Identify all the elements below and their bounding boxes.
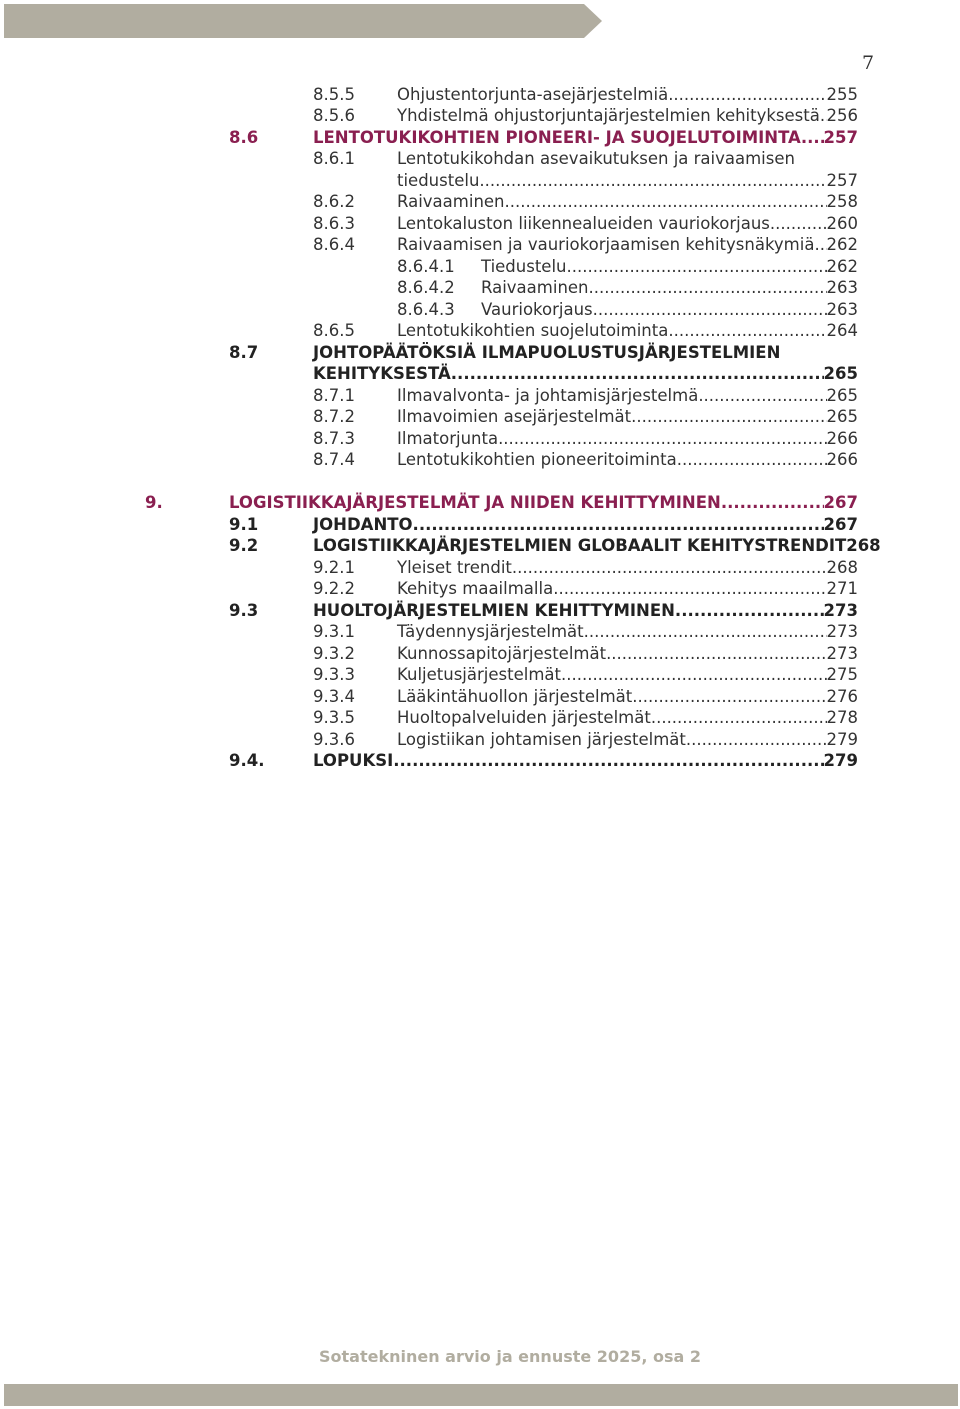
- toc-entry-page: 265: [826, 407, 858, 426]
- toc-entry-title: Vauriokorjaus: [481, 300, 593, 319]
- toc-leader-dots: [770, 213, 827, 235]
- toc-entry-title: Lentokaluston liikennealueiden vauriokorjaus: [397, 214, 770, 233]
- toc-leader-dots: [677, 449, 827, 471]
- toc-leader-dots: [584, 621, 827, 643]
- toc-entry[interactable]: [229, 514, 858, 536]
- toc-entry-number: 9.2: [229, 536, 259, 555]
- toc-leader-dots: [668, 320, 826, 342]
- toc-entry-page: 258: [826, 192, 858, 211]
- toc-entry[interactable]: [229, 342, 858, 364]
- toc-entry-title: Kehitys maailmalla: [397, 579, 554, 598]
- toc-entry-title: Raivaamisen ja vauriokorjaamisen kehitysnäkymiä: [397, 235, 815, 254]
- toc-entry[interactable]: [313, 105, 858, 127]
- toc-entry[interactable]: [397, 299, 858, 321]
- toc-entry-page: 257: [826, 171, 858, 190]
- toc-entry-number: 8.7.4: [313, 450, 355, 469]
- toc-entry-title: Täydennysjärjestelmät: [397, 622, 584, 641]
- toc-leader-dots: [413, 514, 824, 536]
- toc-leader-dots: [651, 707, 827, 729]
- toc-entry-page: 257: [823, 128, 858, 147]
- toc-entry-title: Ilmatorjunta: [397, 429, 499, 448]
- toc-leader-dots: [567, 256, 827, 278]
- toc-leader-dots: [698, 385, 826, 407]
- toc-entry-title: Lentotukikohtien pioneeritoiminta: [397, 450, 677, 469]
- toc-entry-page: 265: [823, 364, 858, 383]
- toc-entry-page: 262: [826, 257, 858, 276]
- toc-leader-dots: [606, 643, 826, 665]
- toc-leader-dots: [451, 363, 824, 385]
- toc-entry-number: 9.3.4: [313, 687, 355, 706]
- toc-leader-dots: [632, 686, 826, 708]
- toc-entry-number: 9.1: [229, 515, 259, 534]
- toc-leader-dots: [721, 492, 824, 514]
- toc-entry-number: 8.7.3: [313, 429, 355, 448]
- toc-entry-number: 9.3.1: [313, 622, 355, 641]
- toc-entry-page: 263: [826, 278, 858, 297]
- toc-entry-title: Lääkintähuollon järjestelmät: [397, 687, 633, 706]
- toc-entry-title: Tiedustelu: [481, 257, 567, 276]
- toc-entry-page: 279: [826, 730, 858, 749]
- toc-entry-number: 9.3.2: [313, 644, 355, 663]
- toc-entry[interactable]: [313, 643, 858, 665]
- page-number: 7: [862, 52, 875, 74]
- toc-entry-page: 273: [823, 601, 858, 620]
- toc-entry-number: 9.2.2: [313, 579, 355, 598]
- toc-entry-title: Lentotukikohdan asevaikutuksen ja raivaamisen: [397, 149, 795, 168]
- toc-entry[interactable]: [313, 578, 858, 600]
- toc-entry-title: LENTOTUKIKOHTIEN PIONEERI- JA SUOJELUTOIMINTA: [313, 128, 801, 147]
- toc-entry-number: 8.6.1: [313, 149, 355, 168]
- toc-entry-page: 273: [826, 622, 858, 641]
- toc-entry[interactable]: [229, 535, 881, 557]
- toc-leader-dots: [631, 406, 826, 428]
- toc-entry[interactable]: [313, 191, 858, 213]
- toc-entry-number: 8.6.4: [313, 235, 355, 254]
- toc-entry[interactable]: [313, 234, 858, 256]
- toc-entry-page: 268: [846, 536, 881, 555]
- toc-leader-dots: [814, 234, 826, 256]
- toc-entry-page: 275: [826, 665, 858, 684]
- toc-leader-dots: [668, 84, 826, 106]
- toc-entry-number: 8.5.6: [313, 106, 355, 125]
- toc-leader-dots: [393, 750, 823, 772]
- toc-entry-number: 9.3.6: [313, 730, 355, 749]
- toc-entry[interactable]: [313, 664, 858, 686]
- toc-entry-title: Raivaaminen: [397, 192, 505, 211]
- toc-entry-page: 262: [826, 235, 858, 254]
- toc-entry-title: Lentotukikohtien suojelutoiminta: [397, 321, 669, 340]
- toc-entry-page: 267: [823, 515, 858, 534]
- toc-entry-number: 8.7.1: [313, 386, 355, 405]
- toc-entry[interactable]: [229, 600, 858, 622]
- toc-entry[interactable]: [313, 84, 858, 106]
- toc-entry-page: 267: [823, 493, 858, 512]
- toc-entry[interactable]: [313, 320, 858, 342]
- toc-entry[interactable]: [313, 621, 858, 643]
- toc-leader-dots: [561, 664, 827, 686]
- toc-leader-dots: [801, 127, 824, 149]
- toc-entry-page: 271: [826, 579, 858, 598]
- toc-entry-title: Yleiset trendit: [397, 558, 512, 577]
- toc-entry-page: 279: [823, 751, 858, 770]
- toc-entry-title: Huoltopalveluiden järjestelmät: [397, 708, 651, 727]
- toc-entry[interactable]: [313, 557, 858, 579]
- footer-bar: [4, 1384, 958, 1406]
- toc-entry-page: 263: [826, 300, 858, 319]
- toc-entry-title: LOGISTIIKKAJÄRJESTELMÄT JA NIIDEN KEHITTYMINEN: [229, 493, 721, 512]
- toc-entry-page: 255: [826, 85, 858, 104]
- toc-entry-title: Raivaaminen: [481, 278, 589, 297]
- toc-entry-number: 8.6.4.1: [397, 257, 455, 276]
- toc-chapter-entry[interactable]: [145, 492, 858, 514]
- toc-entry[interactable]: [313, 428, 858, 450]
- toc-entry-page: 266: [826, 429, 858, 448]
- toc-entry-number: 8.7.2: [313, 407, 355, 426]
- toc-entry-number: 8.7: [229, 343, 259, 362]
- toc-leader-dots: [479, 170, 826, 192]
- toc-entry[interactable]: [313, 148, 858, 170]
- toc-entry-page: 265: [826, 386, 858, 405]
- toc-entry-page: 268: [826, 558, 858, 577]
- toc-entry-page: 273: [826, 644, 858, 663]
- toc-entry[interactable]: [313, 686, 858, 708]
- toc-entry-page: 278: [826, 708, 858, 727]
- toc-leader-dots: [675, 600, 824, 622]
- toc-entry-number: 9.: [145, 493, 163, 512]
- toc-entry-page: 256: [826, 106, 858, 125]
- toc-entry[interactable]: [313, 385, 858, 407]
- toc-entry-title: tiedustelu: [397, 171, 480, 190]
- toc-entry-number: 9.4.: [229, 751, 265, 770]
- toc-leader-dots: [512, 557, 827, 579]
- toc-entry-title: Ilmavalvonta- ja johtamisjärjestelmä: [397, 386, 699, 405]
- toc-entry[interactable]: [229, 127, 858, 149]
- toc-entry-title: JOHTOPÄÄTÖKSIÄ ILMAPUOLUSTUSJÄRJESTELMIEN: [313, 343, 781, 362]
- toc-entry[interactable]: [397, 277, 858, 299]
- toc-leader-dots: [820, 105, 827, 127]
- toc-entry-continuation[interactable]: [313, 363, 858, 385]
- toc-entry[interactable]: [313, 449, 858, 471]
- toc-entry-number: 9.3.5: [313, 708, 355, 727]
- toc-entry-title: Kuljetusjärjestelmät: [397, 665, 561, 684]
- toc-leader-dots: [593, 299, 827, 321]
- toc-leader-dots: [686, 729, 827, 751]
- toc-entry-title: JOHDANTO: [313, 515, 413, 534]
- toc-entry-number: 8.5.5: [313, 85, 355, 104]
- toc-entry[interactable]: [313, 729, 858, 751]
- toc-entry[interactable]: [397, 256, 858, 278]
- toc-entry-title: Yhdistelmä ohjustorjuntajärjestelmien kehityksestä: [397, 106, 820, 125]
- toc-entry-title: HUOLTOJÄRJESTELMIEN KEHITTYMINEN: [313, 601, 675, 620]
- toc-entry-number: 9.3: [229, 601, 259, 620]
- toc-entry-number: 8.6.3: [313, 214, 355, 233]
- toc-entry-number: 8.6.2: [313, 192, 355, 211]
- toc-entry-number: 9.3.3: [313, 665, 355, 684]
- toc-entry-number: 8.6: [229, 128, 259, 147]
- toc-leader-dots: [553, 578, 826, 600]
- header-bar: [4, 4, 602, 38]
- toc-entry[interactable]: [313, 406, 858, 428]
- toc-entry-title: LOGISTIIKKAJÄRJESTELMIEN GLOBAALIT KEHITYSTRENDIT: [313, 536, 847, 555]
- toc-entry-title: Ohjustentorjunta-asejärjestelmiä: [397, 85, 669, 104]
- toc-entry-page: 264: [826, 321, 858, 340]
- toc-leader-dots: [505, 191, 827, 213]
- toc-entry[interactable]: [313, 707, 858, 729]
- toc-entry-number: 8.6.4.3: [397, 300, 455, 319]
- toc-entry[interactable]: [313, 213, 858, 235]
- publication-footer: Sotatekninen arvio ja ennuste 2025, osa 2: [318, 1347, 701, 1366]
- toc-entry-title: Logistiikan johtamisen järjestelmät: [397, 730, 686, 749]
- toc-entry-number: 8.6.5: [313, 321, 355, 340]
- toc-entry-page: 266: [826, 450, 858, 469]
- toc-entry-title: KEHITYKSESTÄ: [313, 364, 451, 383]
- toc-entry-title: LOPUKSI: [313, 751, 394, 770]
- toc-entry-title: Kunnossapitojärjestelmät: [397, 644, 607, 663]
- toc-entry-number: 9.2.1: [313, 558, 355, 577]
- toc-entry-number: 8.6.4.2: [397, 278, 455, 297]
- toc-leader-dots: [498, 428, 826, 450]
- toc-entry-page: 260: [826, 214, 858, 233]
- toc-entry-page: 276: [826, 687, 858, 706]
- toc-entry-continuation[interactable]: [397, 170, 858, 192]
- toc-entry-title: Ilmavoimien asejärjestelmät: [397, 407, 632, 426]
- toc-entry[interactable]: [229, 750, 858, 772]
- toc-leader-dots: [589, 277, 827, 299]
